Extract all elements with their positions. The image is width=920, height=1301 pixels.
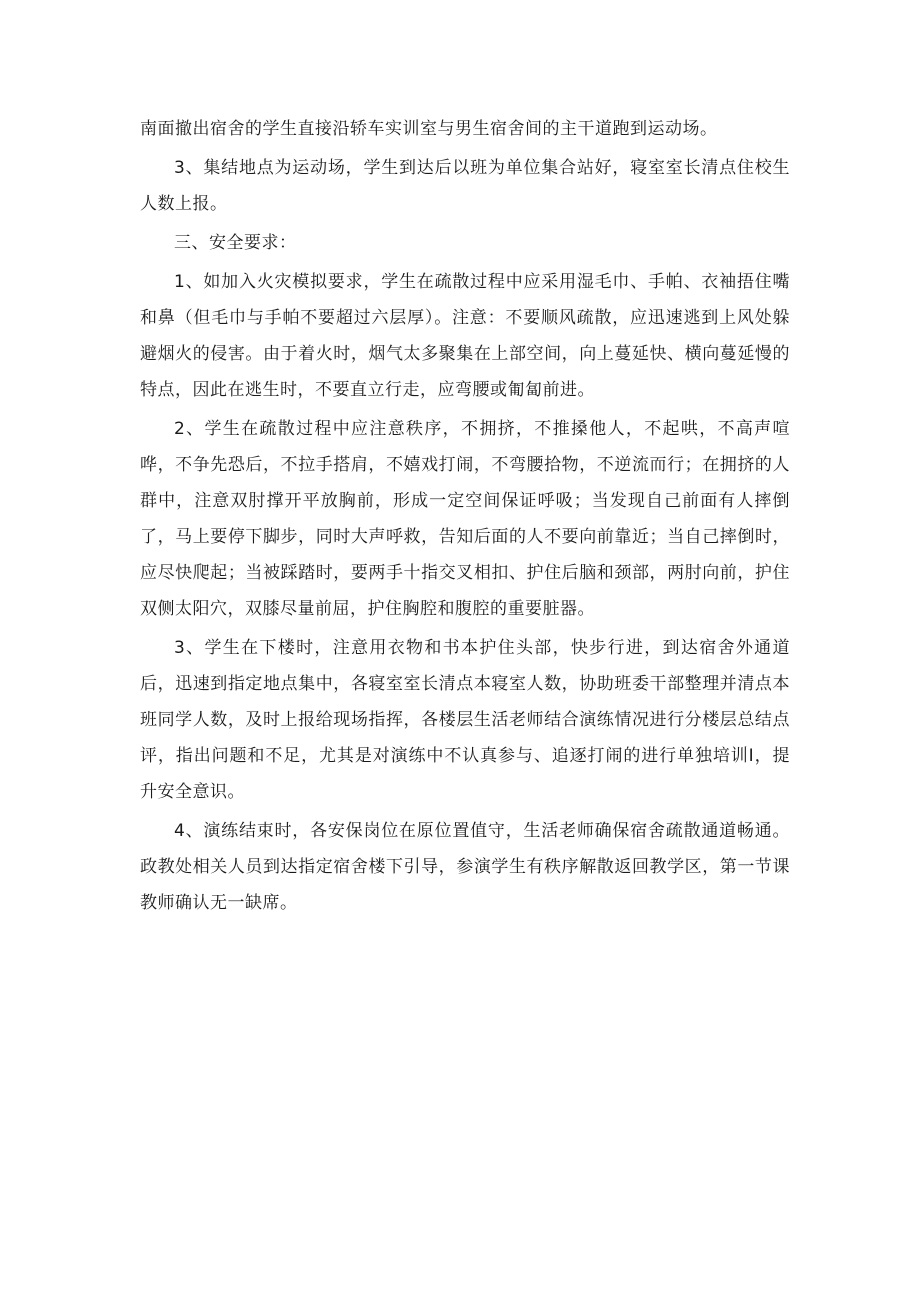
paragraph-drill-end: 4、演练结束时，各安保岗位在原位置值守，生活老师确保宿舍疏散通道畅通。政教处相关人员到达指定宿舍楼下引导，参演学生有秩序解散返回教学区，第一节课教师确认无一缺席。	[140, 821, 790, 913]
document-body	[140, 111, 790, 924]
paragraph-stairs-rules: 3、学生在下楼时，注意用衣物和书本护住头部，快步行进，到达宿舍外通道后，迅速到指定地点集中，各寝室室长清点本寝室人数，协助班委干部整理并清点本班同学人数，及时上报给现场指挥，各楼层生活老师结合演练情况进行分楼层总结点评，指出问题和不足，尤其是对演练中不认真参与、追逐打闹的进行单独培训I，提升安全意识。	[140, 638, 790, 802]
section-heading-safety: 三、安全要求：	[174, 233, 297, 253]
paragraph-order-rules: 2、学生在疏散过程中应注意秩序，不拥挤，不推搡他人，不起哄，不高声喧哗，不争先恐后，不拉手搭肩，不嬉戏打闹，不弯腰拾物，不逆流而行；在拥挤的人群中，注意双肘撑开平放胸前，形成一定空间保证呼吸；当发现自己前面有人摔倒了，马上要停下脚步，同时大声呼救，告知后面的人不要向前靠近；当自己摔倒时，应尽快爬起；当被踩踏时，要两手十指交叉相扣、护住后脑和颈部，两肘向前，护住双侧太阳穴，双膝尽量前屈，护住胸腔和腹腔的重要脏器。	[140, 419, 790, 619]
paragraph-continuation: 南面撤出宿舍的学生直接沿轿车实训室与男生宿舍间的主干道跑到运动场。	[140, 119, 718, 139]
paragraph-fire-simulation: 1、如加入火灾模拟要求，学生在疏散过程中应采用湿毛巾、手帕、衣袖捂住嘴和鼻（但毛巾与手帕不要超过六层厚）。注意：不要顺风疏散，应迅速逃到上风处躲避烟火的侵害。由于着火时，烟气太多聚集在上部空间，向上蔓延快、横向蔓延慢的特点，因此在逃生时，不要直立行走，应弯腰或匍匐前进。	[140, 272, 790, 400]
paragraph-assembly-point: 3、集结地点为运动场，学生到达后以班为单位集合站好，寝室室长清点住校生人数上报。	[140, 158, 790, 214]
